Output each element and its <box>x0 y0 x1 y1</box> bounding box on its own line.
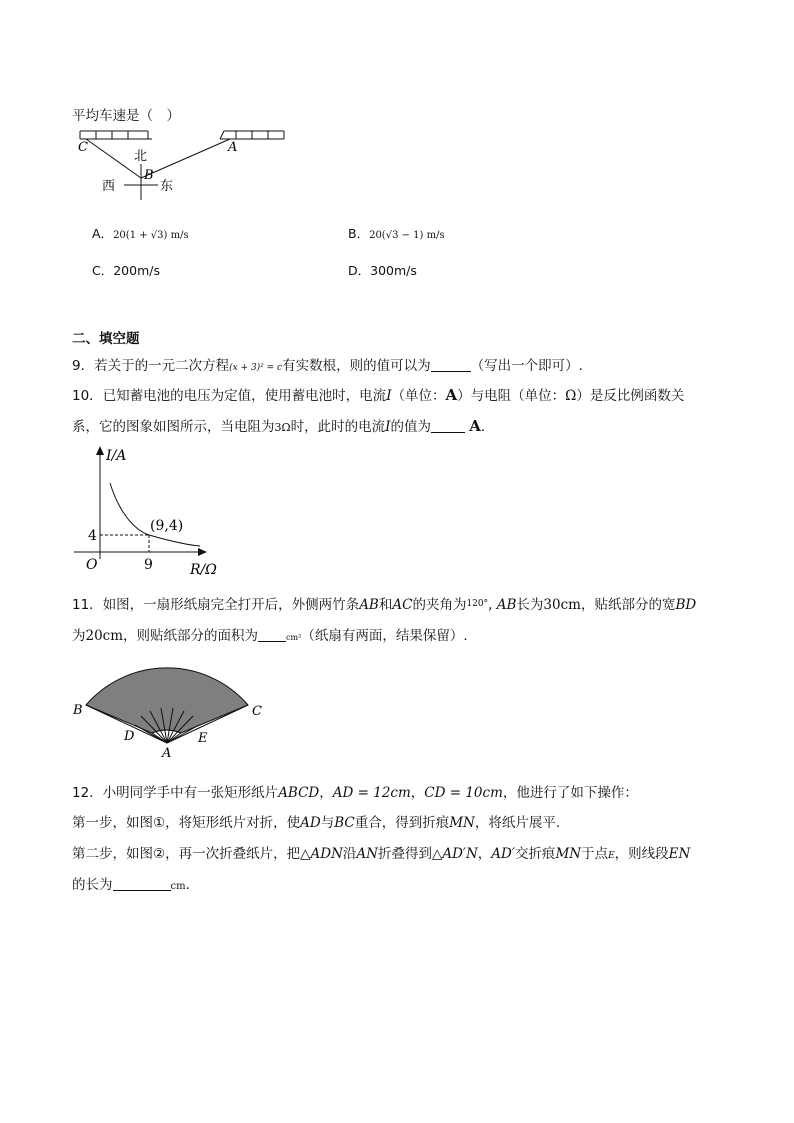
q8-stem-tail: 平均车速是（ ） <box>72 108 180 124</box>
q10-blank <box>431 419 465 433</box>
q11-blank <box>258 628 286 642</box>
q10-ytick: 4 <box>88 528 97 544</box>
q11-line-2: 为20cm，则贴纸部分的面积为 cm²（纸扇有两面，结果保留）. <box>72 628 468 644</box>
q11-label-b: B <box>73 703 83 718</box>
q10-xtick: 9 <box>144 557 153 573</box>
q8-option-c: C．200m/s <box>92 263 160 278</box>
q8-label-west: 西 <box>102 179 116 194</box>
q9-equation: (x + 3)² = c <box>229 363 283 373</box>
q10-line-1: 10．已知蓄电池的电压为定值，使用蓄电池时，电流I（单位：A）与电阻（单位：Ω）是反比例函数关 <box>72 386 685 404</box>
q10-graph <box>72 443 222 579</box>
q12-line-2: 第一步，如图①，将矩形纸片对折，使AD与BC重合，得到折痕MN，将纸片展平. <box>72 815 561 831</box>
q8-label-c: C <box>78 140 88 155</box>
q11-label-c: C <box>252 704 262 719</box>
q8-label-east: 东 <box>160 179 174 194</box>
q10-line-2: 系，它的图象如图所示，当电阻为3Ω时，此时的电流I的值为 A． <box>72 417 495 435</box>
q10-xlabel: R/Ω <box>190 562 217 578</box>
q8-option-a: A．20(1 + √3) m/s <box>92 226 189 241</box>
q8-option-d: D．300m/s <box>348 263 417 278</box>
q12-line-4: 的长为 cm. <box>72 877 190 893</box>
section-heading: 二、填空题 <box>72 331 140 347</box>
q8-label-b: B <box>144 168 154 183</box>
q12-line-1: 12．小明同学手中有一张矩形纸片ABCD，AD = 12cm，CD = 10cm，他进行了如下操作： <box>72 785 638 801</box>
q12-blank <box>113 877 171 891</box>
q11-label-d: D <box>124 729 135 744</box>
q12-line-3: 第二步，如图②，再一次折叠纸片，把△ADN沿AN折叠得到△AD′N，AD′交折痕MN于点E，则线段EN <box>72 846 691 862</box>
q11-label-a: A <box>162 746 172 761</box>
q8-label-north: 北 <box>134 149 148 164</box>
q10-point-label: (9,4) <box>150 518 184 534</box>
q11-fan-figure <box>68 650 278 762</box>
q9-blank <box>431 358 471 372</box>
q8-label-a: A <box>228 140 238 155</box>
q9-line: 9．若关于的一元二次方程(x + 3)² = c有实数根，则的值可以为 （写出一个即可）. <box>72 358 583 374</box>
q10-origin: O <box>86 557 98 573</box>
q11-label-e: E <box>198 731 208 746</box>
q8-option-b: B．20(√3 − 1) m/s <box>348 226 445 241</box>
q10-ylabel: I/A <box>106 448 127 464</box>
q11-line-1: 11．如图，一扇形纸扇完全打开后，外侧两竹条AB和AC的夹角为$^{120^\circ}$, AB长为30cm，贴纸部分的宽BD <box>72 597 697 613</box>
q8-figure <box>72 124 292 200</box>
